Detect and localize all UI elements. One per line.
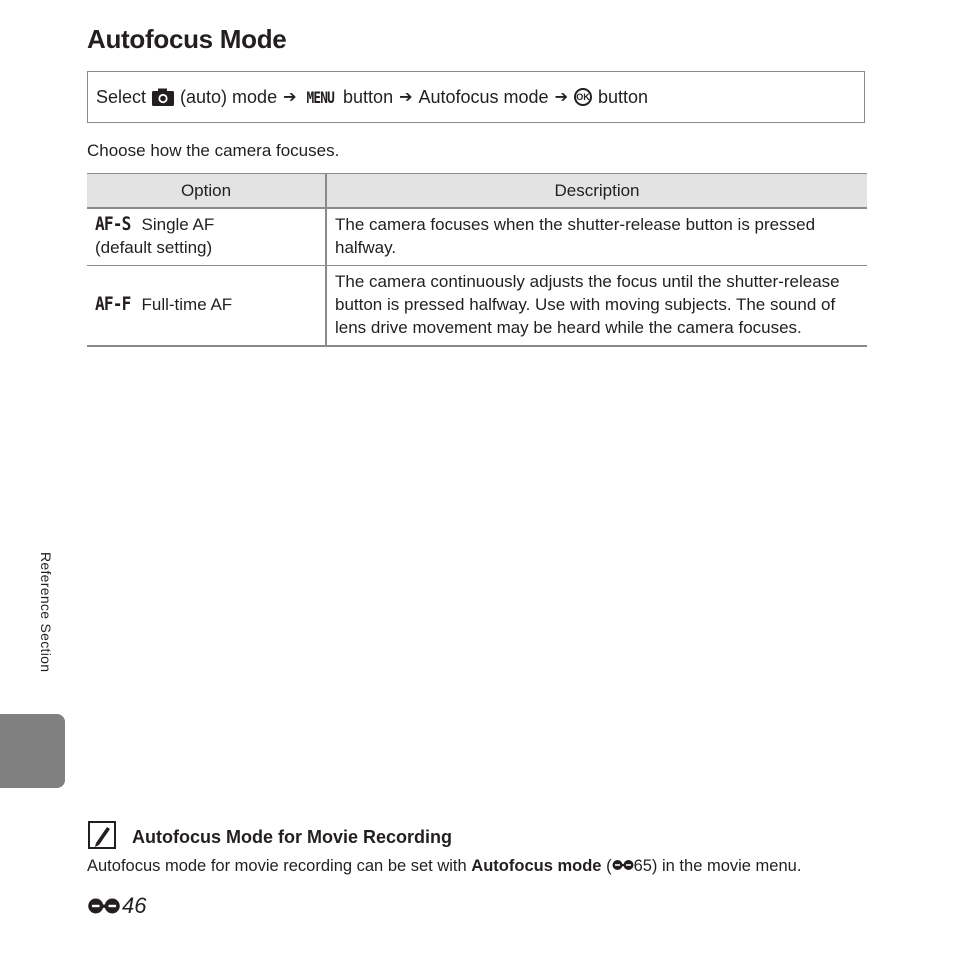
note-ref-number: 65 bbox=[633, 857, 652, 875]
menu-icon: MENU bbox=[305, 87, 334, 107]
header-option: Option bbox=[87, 174, 326, 209]
note-pencil-icon bbox=[88, 821, 116, 849]
note-title: Autofocus Mode for Movie Recording bbox=[132, 827, 453, 847]
option-label: Full-time AF bbox=[141, 295, 233, 314]
table-header-row bbox=[87, 174, 867, 209]
page-number: 46 bbox=[122, 893, 147, 918]
option-cell bbox=[87, 266, 326, 347]
option-note: (default setting) bbox=[95, 238, 213, 257]
description-cell: The camera continuously adjusts the focus until the shutter-release button is pressed halfway. Use with moving subjects. The sound of lens drive movement may be heard while the camera focuses. bbox=[326, 266, 867, 347]
menu-path-box bbox=[87, 71, 865, 123]
options-table bbox=[87, 173, 867, 347]
note-body-bold: Autofocus mode bbox=[471, 857, 602, 875]
header-description: Description bbox=[326, 174, 867, 209]
note-open-paren: ( bbox=[606, 857, 612, 875]
menu-path-autofocus-mode: Autofocus mode bbox=[418, 86, 549, 107]
menu-path-select: Select bbox=[96, 86, 147, 107]
option-cell bbox=[87, 208, 326, 266]
table-row bbox=[87, 208, 867, 266]
reference-section-icon bbox=[612, 859, 634, 871]
table-row bbox=[87, 266, 867, 347]
camera-icon bbox=[152, 88, 174, 106]
option-label: Single AF bbox=[141, 215, 215, 234]
intro-text: Choose how the camera focuses. bbox=[87, 141, 340, 160]
arrow-right-icon: ➔ bbox=[399, 89, 413, 106]
page-footer bbox=[87, 893, 146, 919]
menu-path-button-2: button bbox=[597, 86, 649, 107]
note-body-suffix: ) in the movie menu. bbox=[651, 857, 802, 875]
menu-path-auto-mode: (auto) mode bbox=[180, 86, 278, 107]
arrow-right-icon: ➔ bbox=[283, 89, 297, 106]
arrow-right-icon: ➔ bbox=[554, 89, 568, 106]
page-title: Autofocus Mode bbox=[87, 24, 287, 54]
af-s-icon: AF-S bbox=[95, 213, 131, 235]
section-tab bbox=[0, 714, 65, 788]
ok-button-icon: OK bbox=[574, 88, 592, 106]
side-section-label: Reference Section bbox=[38, 552, 54, 673]
af-f-icon: AF-F bbox=[95, 293, 131, 315]
note-body bbox=[87, 857, 801, 876]
menu-path-button: button bbox=[343, 86, 394, 107]
note-body-prefix: Autofocus mode for movie recording can be set with bbox=[87, 857, 467, 875]
description-cell: The camera focuses when the shutter-release button is pressed halfway. bbox=[326, 208, 867, 266]
reference-section-icon bbox=[87, 897, 121, 915]
